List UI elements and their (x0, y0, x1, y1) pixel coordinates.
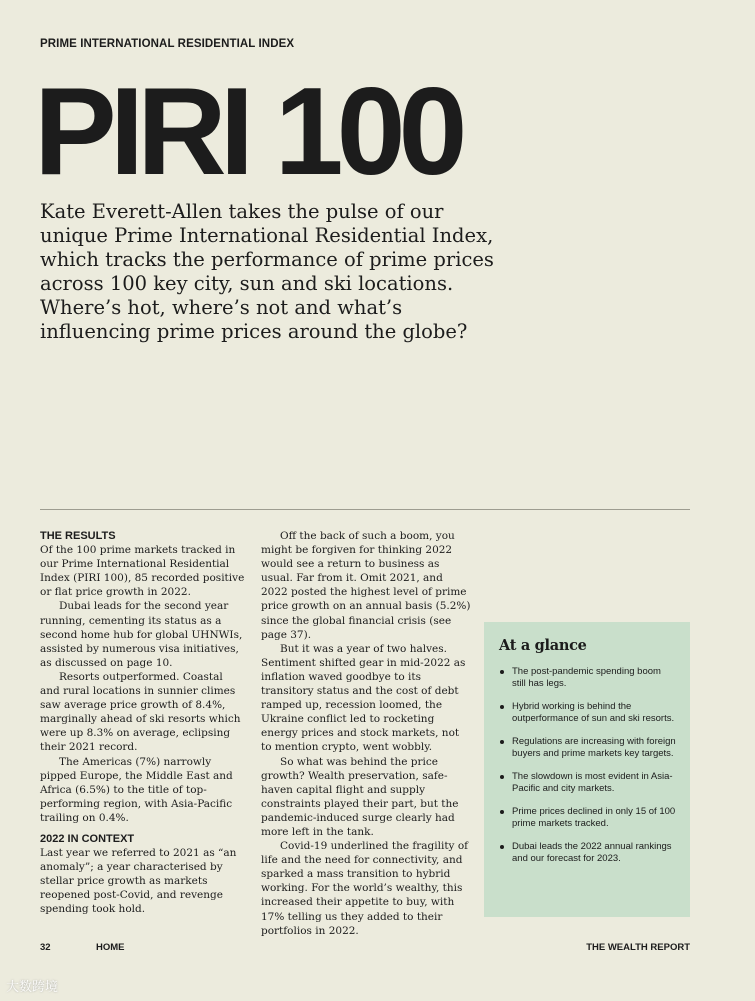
divider (40, 509, 690, 510)
section-label: HOME (96, 942, 125, 953)
glance-item: Dubai leads the 2022 annual rankings and our forecast for 2023. (499, 841, 676, 865)
results-paragraph: The Americas (7%) narrowly pipped Europe, the Middle East and Africa (6.5%) to the title of top-performing region, with Asia-Pacific trailing on 0.4%. (40, 755, 233, 824)
glance-item: Hybrid working is behind the outperformance of sun and ski resorts. (499, 701, 676, 725)
glance-item: Regulations are increasing with foreign buyers and prime markets key targets. (499, 736, 676, 760)
at-a-glance-box (484, 622, 690, 917)
results-heading: THE RESULTS (40, 530, 116, 542)
at-a-glance-list (499, 666, 676, 865)
context-paragraph: But it was a year of two halves. Sentiment shifted gear in mid-2022 as inflation waved goodbye to its transitory status and the cost of debt ramped up, recession loomed, the Ukraine conflict led to rocketing energy prices and stock markets, not to mention crypto, went wobbly. (261, 642, 466, 754)
page-number: 32 (40, 942, 51, 953)
context-paragraph: Last year we referred to 2021 as “an anomaly”; a year characterised by stellar price growth as markets reopened post-Covid, and revenge spending took hold. (40, 847, 237, 916)
glance-item: The slowdown is most evident in Asia-Pacific and city markets. (499, 771, 676, 795)
article-column-1 (40, 529, 245, 917)
at-a-glance-title: At a glance (499, 637, 587, 654)
context-paragraph: Off the back of such a boom, you might be forgiven for thinking 2022 would see a return to business as usual. Far from it. Omit 2021, and 2022 posted the highest level of prime price growth on an annual basis (5.2%) since the global financial crisis (see page 37). (261, 530, 471, 641)
kicker: PRIME INTERNATIONAL RESIDENTIAL INDEX (40, 38, 295, 50)
context-paragraph: Covid-19 underlined the fragility of life and the need for connectivity, and sparked a mass transition to hybrid working. For the world’s wealthy, this increased their appetite to buy, with 17% telling us they added to their portfolios in 2022. (261, 840, 469, 937)
watermark: 大数跨境 (6, 980, 59, 995)
results-paragraph: Resorts outperformed. Coastal and rural locations in sunnier climes saw average price growth of 8.4%, marginally ahead of ski resorts which were up 8.3% on average, eclipsing their 2021 record. (40, 670, 241, 754)
context-paragraph: So what was behind the price growth? Wealth preservation, safe-haven capital flight and supply constraints played their part, but the pandemic-induced surge clearly had more left in the tank. (261, 755, 459, 838)
results-paragraph: Of the 100 prime markets tracked in our Prime International Residential Index (PIRI 100), 85 recorded positive or flat price growth in 2022. (40, 544, 245, 599)
glance-item: Prime prices declined in only 15 of 100 prime markets tracked. (499, 806, 676, 830)
publication-name: THE WEALTH REPORT (586, 942, 690, 953)
standfirst: Kate Everett-Allen takes the pulse of our unique Prime International Residential Index, which tracks the performance of prime prices across 100 key city, sun and ski locations. Where’s hot, where’s not and what’s influencing prime prices around the globe? (40, 200, 494, 343)
glance-item: The post-pandemic spending boom still has legs. (499, 666, 676, 690)
results-paragraph: Dubai leads for the second year running, cementing its status as a second home hub for global UHNWIs, assisted by numerous visa initiatives, as discussed on page 10. (40, 600, 243, 669)
article-column-2 (261, 529, 471, 938)
context-heading: 2022 IN CONTEXT (40, 832, 135, 845)
page-title: PIRI 100 (34, 63, 461, 201)
